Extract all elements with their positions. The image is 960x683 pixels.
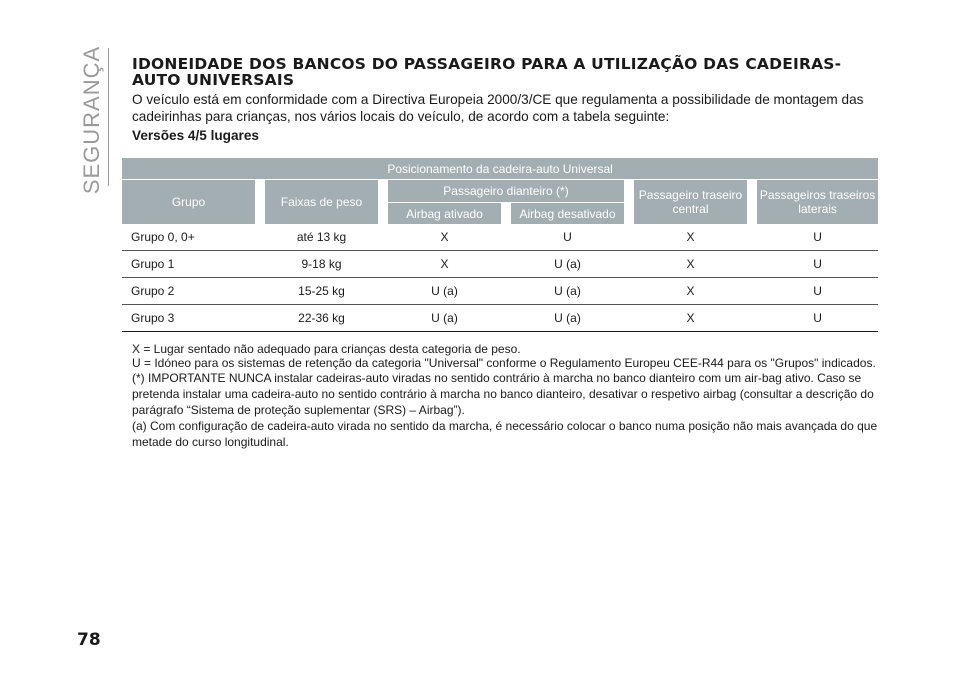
table-row: Grupo 2 15-25 kg U (a) U (a) X U	[122, 278, 878, 305]
header-weight: Faixas de peso	[265, 180, 378, 225]
table-header-row	[122, 180, 878, 203]
header-group: Grupo	[122, 180, 255, 225]
intro-paragraph: O veículo está em conformidade com a Directiva Europeia 2000/3/CE que regulamenta a possibilidade de montagem das cadeirinhas para crianças, nos vários locais do veículo, de acordo com a tabela seguinte:	[132, 92, 864, 124]
header-positioning: Posicionamento da cadeira-auto Universal	[122, 158, 878, 180]
header-rear-sides: Passageiros traseiros laterais	[757, 180, 878, 225]
table-notes	[132, 343, 878, 450]
note-x: X = Lugar sentado não adequado para crianças desta categoria de peso.	[132, 342, 521, 356]
note-important: (*) IMPORTANTE NUNCA instalar cadeiras-auto viradas no sentido contrário à marcha no banco dianteiro com um air-bag ativo. Caso se pretenda instalar uma cadeira-auto no sentido contrário à marcha no banco dianteiro, desativar o respetivo airbag (consultar a descrição do parágrafo “Sistema de proteção suplementar (SRS) – Airbag”).	[132, 371, 874, 417]
table-row: Grupo 1 9-18 kg X U (a) X U	[122, 251, 878, 278]
section-label	[77, 45, 107, 195]
note-a: (a) Com configuração de cadeira-auto virada no sentido da marcha, é necessário colocar o banco numa posição não mais avançada do que metade do curso longitudinal.	[132, 419, 878, 449]
note-u: U = Idóneo para os sistemas de retenção da categoria "Universal" conforme o Regulamento Europeu CEE-R44 para os "Grupos" indicados.	[132, 355, 876, 370]
table-row: Grupo 0, 0+ até 13 kg X U X U	[122, 224, 878, 251]
header-airbag-off: Airbag desativado	[511, 203, 624, 225]
header-airbag-on: Airbag ativado	[388, 203, 501, 225]
page-number: 78	[77, 630, 101, 650]
main-content	[132, 56, 878, 144]
table-header-top	[122, 158, 878, 180]
subtitle: Versões 4/5 lugares	[132, 128, 259, 143]
table-row: Grupo 3 22-36 kg U (a) U (a) X U	[122, 305, 878, 332]
section-divider	[108, 48, 109, 186]
child-seat-table	[122, 158, 878, 332]
section-label-text: SEGURANÇA	[79, 45, 105, 195]
header-rear-center: Passageiro traseiro central	[634, 180, 747, 225]
header-front-passenger: Passageiro dianteiro (*)	[388, 180, 624, 203]
page-title: IDONEIDADE DOS BANCOS DO PASSAGEIRO PARA A UTILIZAÇÃO DAS CADEIRAS-AUTO UNIVERSAIS	[132, 55, 842, 89]
